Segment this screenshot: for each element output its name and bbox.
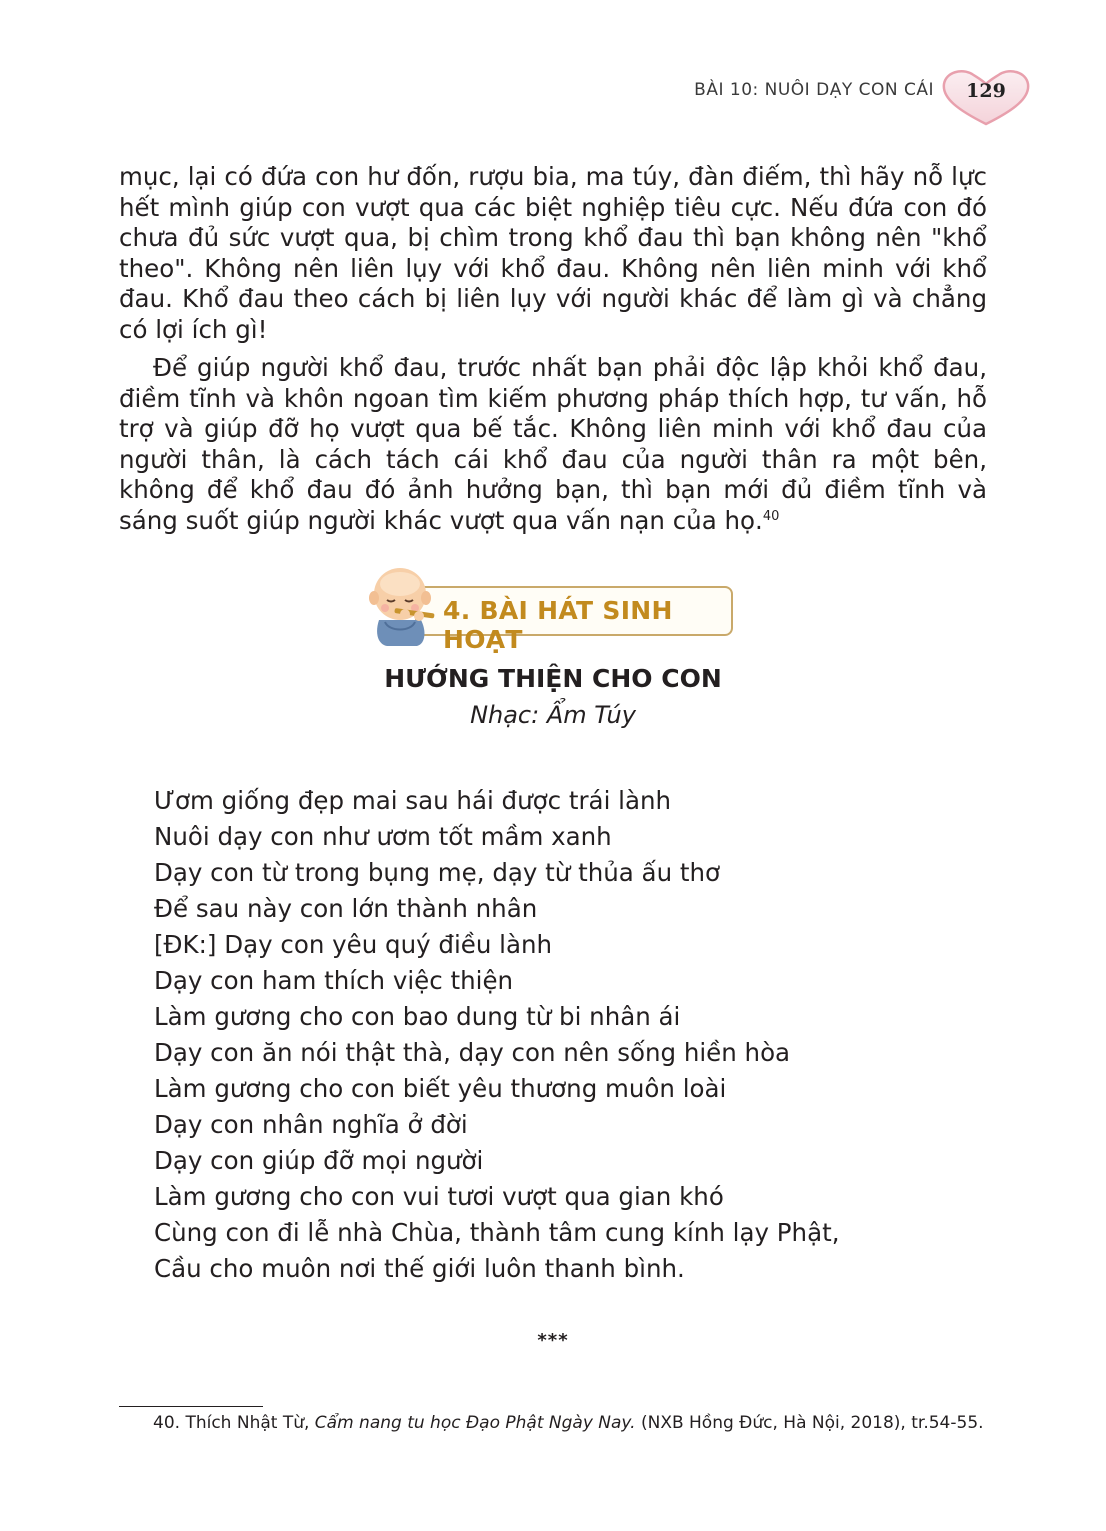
lyric-line: Làm gương cho con vui tươi vượt qua gian khó bbox=[154, 1182, 724, 1211]
lyric-line: Ươm giống đẹp mai sau hái được trái lành bbox=[154, 786, 672, 815]
monk-playing-flute-icon bbox=[365, 562, 435, 648]
footnote-reference[interactable]: 40 bbox=[762, 508, 780, 524]
lyric-line: [ĐK:] Dạy con yêu quý điều lành bbox=[154, 930, 553, 959]
paragraph-2-text: Để giúp người khổ đau, trước nhất bạn phải độc lập khỏi khổ đau, điềm tĩnh và khôn ngoan tìm kiếm phương pháp thích hợp, tư vấn, hỗ trợ và giúp đỡ họ vượt qua bế tắc. Không liên minh với khổ đau của người thân, là cách tách cái khổ đau của người thân ra một bên, không để khổ đau đó ảnh hưởng bạn, thì bạn mới đủ điềm tĩnh và sáng suốt giúp người khác vượt qua vấn nạn của họ. bbox=[119, 353, 987, 535]
section-separator: *** bbox=[537, 1330, 569, 1351]
section-title: 4. BÀI HÁT SINH HOẠT bbox=[443, 596, 673, 654]
footnote-suffix: (NXB Hồng Đức, Hà Nội, 2018), tr.54-55. bbox=[635, 1413, 984, 1433]
page-number: 129 bbox=[966, 80, 1006, 102]
lyric-line: Làm gương cho con biết yêu thương muôn loài bbox=[154, 1074, 727, 1103]
lyric-line: Cùng con đi lễ nhà Chùa, thành tâm cung kính lạy Phật, bbox=[154, 1218, 840, 1247]
song-lyrics bbox=[154, 783, 840, 1287]
body-text bbox=[119, 162, 987, 536]
lyric-line: Dạy con giúp đỡ mọi người bbox=[154, 1146, 484, 1175]
lyric-line: Làm gương cho con bao dung từ bi nhân ái bbox=[154, 1002, 681, 1031]
section-banner bbox=[365, 562, 740, 654]
lyric-line: Cầu cho muôn nơi thế giới luôn thanh bình. bbox=[154, 1254, 685, 1283]
lyric-line: Để sau này con lớn thành nhân bbox=[154, 894, 538, 923]
song-title: HƯỚNG THIỆN CHO CON bbox=[384, 664, 722, 693]
song-composer: Nhạc: Ẩm Túy bbox=[470, 701, 636, 729]
footnote-book-title: Cẩm nang tu học Đạo Phật Ngày Nay. bbox=[314, 1413, 636, 1433]
footnote bbox=[153, 1413, 984, 1433]
lyric-line: Dạy con nhân nghĩa ở đời bbox=[154, 1110, 468, 1139]
lyric-line: Dạy con từ trong bụng mẹ, dạy từ thủa ấu thơ bbox=[154, 858, 721, 887]
paragraph-1: mục, lại có đứa con hư đốn, rượu bia, ma túy, đàn điếm, thì hãy nỗ lực hết mình giúp con vượt qua các biệt nghiệp tiêu cực. Nếu đứa con đó chưa đủ sức vượt qua, bị chìm trong khổ đau thì bạn không nên "khổ theo". Không nên liên lụy với khổ đau. Không nên liên minh với khổ đau. Khổ đau theo cách bị liên lụy với người khác để làm gì và chẳng có lợi ích gì! bbox=[119, 162, 987, 344]
paragraph-2 bbox=[119, 353, 987, 536]
lyric-line: Nuôi dạy con như ươm tốt mầm xanh bbox=[154, 822, 612, 851]
lyric-line: Dạy con ham thích việc thiện bbox=[154, 966, 514, 995]
running-header-title: BÀI 10: NUÔI DẠY CON CÁI bbox=[694, 80, 934, 100]
footnote-prefix: 40. Thích Nhật Từ, bbox=[153, 1413, 315, 1433]
lyric-line: Dạy con ăn nói thật thà, dạy con nên sống hiền hòa bbox=[154, 1038, 791, 1067]
footnote-divider bbox=[119, 1406, 263, 1407]
